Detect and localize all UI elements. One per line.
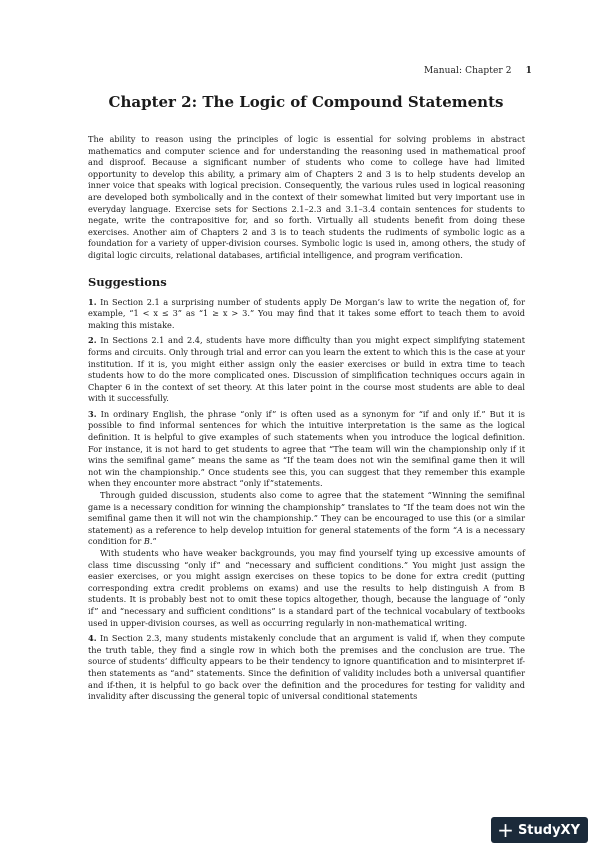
running-title: Manual: Chapter 2 (423, 66, 512, 76)
suggestions-heading: Suggestions (88, 274, 167, 289)
suggestion-1 (88, 297, 525, 332)
suggestion-text: In Sections 2.1 and 2.4, students have more difficulty than you might expect simplifying statement forms and circuits. Only through trial and error can you learn the extent to which this is the case at your institution. If it is, you might either assign only the easier exercises or build in extra time to teach students how to do the more complicated ones. Discussion of simplification techniques occurs again in Chapter 6 in the context of set theory. At this later point in the course most students are able to deal with it successfully. (88, 335, 525, 404)
suggestion-text: In Section 2.3, many students mistakenly conclude that an argument is valid if, when they compute the truth table, they find a single row in which both the premises and the conclusion are true. The source of students’ difficulty appears to be their tendency to ignore quantification and to misinterpret if-then statements as “and” statements. Since the definition of validity includes both a universal quantifier and if-then, it is helpful to go back over the definition and the procedures for testing for validity and invalidity after discussing the general topic of universal conditional statements (88, 633, 525, 702)
suggestion-3 (88, 409, 525, 490)
suggestion-text: In ordinary English, the phrase “only if” is often used as a synonym for “if and only if.” But it is possible to find informal sentences for which the intuitive interpretation is the same as the logical definition. It is helpful to give examples of such statements when you introduce the logical definition. For instance, it is not hard to get students to agree that “The team will win the championship only if it wins the semifinal game” means the same as “If the team does not win the semifinal game then it will not win the championship.” Once students see this, you can suggest that they remember this example when they encounter more abstract “only if”statements. (88, 408, 525, 489)
variable-a: A (457, 524, 463, 535)
suggestion-2 (88, 335, 525, 405)
suggestion-number: 1. (88, 296, 97, 307)
plus-icon: + (497, 818, 514, 842)
chapter-title: Chapter 2: The Logic of Compound Statements (108, 93, 504, 111)
suggestion-text: In Section 2.1 a surprising number of students apply De Morgan’s law to write the negation of, for example, “1 < x ≤ 3” as “1 ≥ x > 3.” You may find that it takes some effort to teach them to avoid making this mistake. (88, 296, 525, 330)
logo-text: StudyXY (517, 822, 580, 838)
intro-paragraph: The ability to reason using the principles of logic is essential for solving problems in abstract mathematics and computer science and for understanding the reasoning used in mathematical proof and disproof. Because a significant number of students who come to college have had limited opportunity to develop this ability, a primary aim of Chapters 2 and 3 is to help students develop an inner voice that speaks with logical precision. Consequently, the various rules used in logical reasoning are developed both symbolically and in the context of their somewhat limited but very important use in everyday language. Exercise sets for Sections 2.1–2.3 and 3.1–3.4 contain sentences for students to negate, write the contrapositive for, and so forth. Virtually all students benefit from doing these exercises. Another aim of Chapters 2 and 3 is to teach students the rudiments of symbolic logic as a foundation for a variety of upper-division courses. Symbolic logic is used in, among others, the study of digital logic circuits, relational databases, artificial intelligence, and program verification. (88, 134, 525, 260)
suggestion-number: 2. (88, 335, 97, 346)
running-header (424, 66, 532, 76)
suggestion-3-paragraph-3: With students who have weaker backgrounds, you may find yourself tying up excessive amounts of class time discussing “only if” and “necessary and sufficient conditions.” You might just assign the easier exercises, or you might assign exercises on these topics to be done for extra credit (putting corresponding extra credit problems on exams) and use the results to help distinguish A from B students. It is probably best not to omit these topics altogether, though, because the language of “only if” and “necessary and sufficient conditions” is a standard part of the technical vocabulary of textbooks used in upper-division courses, as well as occurring regularly in non-mathematical writing. (88, 548, 525, 628)
suggestion-number: 3. (88, 408, 97, 419)
body-text (88, 134, 525, 703)
suggestion-4 (88, 633, 525, 703)
studyxy-logo (491, 817, 588, 843)
suggestion-number: 4. (88, 633, 97, 644)
suggestion-3-paragraph-2: Through guided discussion, students also come to agree that the statement “Winning the semifinal game is a necessary condition for winning the championship” translates to “If the team does not win the semifinal game then it will not win the championship.” They can be encouraged to use this (or a similar statement) as a reference to help develop intuition for general statements of the form “A is a necessary condition for B.” (88, 490, 526, 547)
page-number: 1 (525, 66, 532, 76)
variable-b: B (143, 536, 150, 547)
